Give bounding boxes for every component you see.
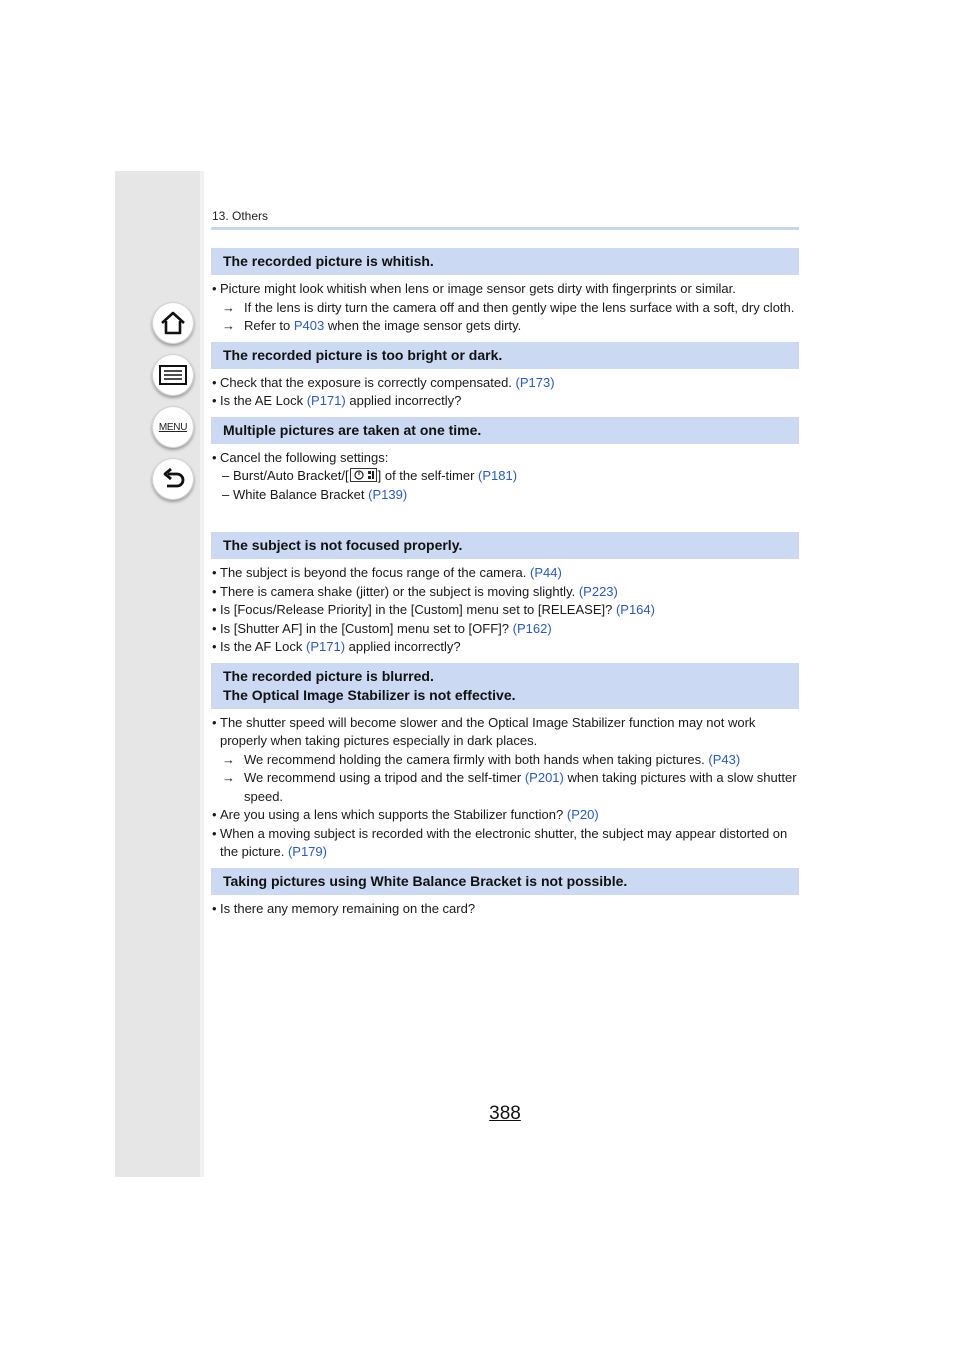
home-button[interactable] bbox=[152, 302, 194, 344]
item-text: We recommend using a tripod and the self-timer bbox=[244, 770, 525, 785]
page-link[interactable]: (P43) bbox=[708, 751, 741, 767]
self-timer-burst-icon bbox=[350, 468, 377, 482]
section-heading: The recorded picture is too bright or dark. bbox=[211, 342, 799, 369]
page-link[interactable]: (P171) bbox=[306, 639, 346, 654]
item-text: when the image sensor gets dirty. bbox=[324, 318, 522, 333]
page-link[interactable]: (P20) bbox=[566, 807, 599, 822]
item-text: We recommend holding the camera firmly with both hands when taking pictures. bbox=[244, 751, 709, 767]
item-text: applied incorrectly? bbox=[345, 393, 462, 408]
section-whitish bbox=[211, 248, 799, 342]
list-icon bbox=[158, 363, 188, 387]
item-text: ] of the self-timer bbox=[377, 468, 479, 483]
item-text: applied incorrectly? bbox=[345, 639, 461, 654]
page-link[interactable]: (P171) bbox=[306, 393, 346, 408]
page-link[interactable]: (P173) bbox=[515, 374, 555, 390]
back-arrow-icon bbox=[159, 465, 187, 493]
heading-line: The Optical Image Stabilizer is not effective. bbox=[223, 686, 516, 703]
section-blurred bbox=[211, 663, 799, 868]
list-item bbox=[211, 467, 799, 486]
item-text: Are you using a lens which supports the Stabilizer function? bbox=[220, 807, 567, 822]
page-link[interactable]: (P162) bbox=[512, 620, 552, 636]
section-bright-dark bbox=[211, 342, 799, 417]
section-wb-bracket bbox=[211, 868, 799, 925]
item-text: Burst/Auto Bracket/[ bbox=[233, 468, 349, 483]
item-text: Is the AE Lock bbox=[220, 393, 307, 408]
page-number: 388 bbox=[489, 1103, 521, 1124]
item-text: Is [Shutter AF] in the [Custom] menu set to [OFF]? bbox=[220, 620, 513, 636]
page-link[interactable]: (P201) bbox=[524, 770, 564, 785]
page-link[interactable]: (P179) bbox=[287, 844, 327, 859]
section-heading: The subject is not focused properly. bbox=[211, 532, 799, 559]
list-item bbox=[211, 620, 799, 639]
list-item bbox=[211, 751, 799, 770]
back-button[interactable] bbox=[152, 458, 194, 500]
list-item bbox=[211, 583, 799, 602]
section-heading: Multiple pictures are taken at one time. bbox=[211, 417, 799, 444]
menu-label: MENU bbox=[158, 421, 188, 433]
item-text: There is camera shake (jitter) or the subject is moving slightly. bbox=[220, 583, 579, 599]
list-item bbox=[211, 374, 799, 393]
list-item: • Is there any memory remaining on the card? bbox=[211, 900, 799, 919]
page-link[interactable]: (P181) bbox=[478, 468, 518, 483]
item-text: Check that the exposure is correctly compensated. bbox=[220, 374, 516, 390]
list-item bbox=[211, 601, 799, 620]
section-label: 13. Others bbox=[212, 209, 269, 223]
section-heading: The recorded picture is whitish. bbox=[211, 248, 799, 275]
list-item bbox=[211, 564, 799, 583]
item-text: when taking pictures with a slow shutter speed. bbox=[244, 770, 797, 804]
section-rule bbox=[211, 227, 799, 230]
list-item bbox=[211, 486, 799, 505]
section-not-focused bbox=[211, 532, 799, 663]
list-item bbox=[211, 769, 799, 806]
heading-line: The recorded picture is blurred. bbox=[223, 667, 434, 684]
section-heading bbox=[211, 663, 799, 709]
section-multiple-pictures bbox=[211, 417, 799, 533]
menu-button[interactable] bbox=[152, 406, 194, 448]
home-icon bbox=[159, 309, 187, 337]
item-text: Refer to bbox=[244, 318, 294, 333]
item-text: Is [Focus/Release Priority] in the [Custom] menu set to [RELEASE]? bbox=[220, 602, 616, 617]
list-item bbox=[211, 638, 799, 657]
list-item bbox=[211, 806, 799, 825]
section-heading: Taking pictures using White Balance Bracket is not possible. bbox=[211, 868, 799, 895]
list-item: • Picture might look whitish when lens or image sensor gets dirty with fingerprints or similar. bbox=[211, 280, 799, 299]
list-item: • The shutter speed will become slower and the Optical Image Stabilizer function may not work properly when taking pictures especially in dark places. bbox=[211, 714, 799, 751]
sidebar-edge bbox=[200, 171, 204, 1177]
list-item bbox=[211, 392, 799, 411]
item-text: White Balance Bracket bbox=[233, 486, 369, 502]
contents-button[interactable] bbox=[152, 354, 194, 396]
troubleshooting-content bbox=[211, 248, 799, 924]
list-item: • Cancel the following settings: bbox=[211, 449, 799, 468]
page-link[interactable]: (P44) bbox=[530, 565, 562, 580]
page-link[interactable]: (P139) bbox=[368, 486, 408, 502]
list-item bbox=[211, 825, 799, 862]
page-link[interactable]: (P164) bbox=[615, 602, 655, 617]
page-link[interactable]: (P223) bbox=[578, 583, 618, 599]
list-item bbox=[211, 317, 799, 336]
list-item: → If the lens is dirty turn the camera off and then gently wipe the lens surface with a soft, dry cloth. bbox=[211, 299, 799, 318]
item-text: When a moving subject is recorded with the electronic shutter, the subject may appear distorted on the picture. bbox=[220, 825, 788, 859]
item-text: Is the AF Lock bbox=[220, 639, 306, 654]
item-text: The subject is beyond the focus range of the camera. bbox=[220, 565, 531, 580]
page-link[interactable]: P403 bbox=[293, 318, 325, 333]
